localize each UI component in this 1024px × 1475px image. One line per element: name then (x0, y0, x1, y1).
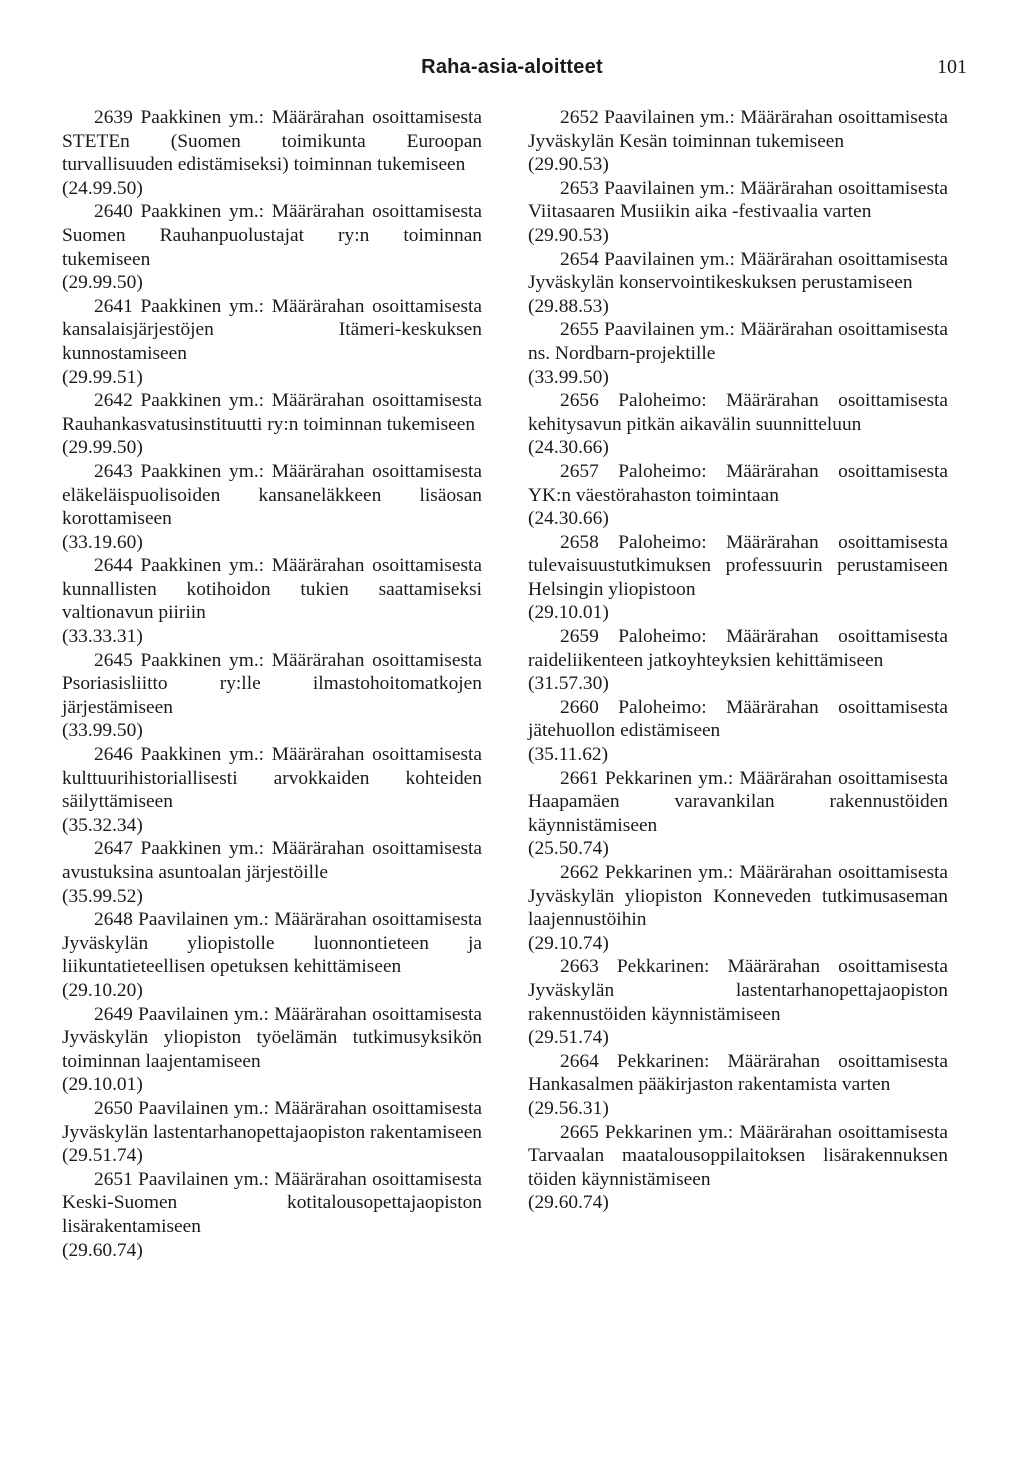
right-column (528, 106, 948, 1215)
list-item (62, 554, 482, 648)
entry-text: 2665 Pekkarinen ym.: Määrärahan osoittamisesta Tarvaalan maatalousoppilaitoksen lisärakennuksen töiden käynnistämiseen (528, 1121, 948, 1190)
list-item (528, 531, 948, 625)
entry-code: (29.99.50) (62, 272, 143, 294)
list-item (528, 767, 948, 861)
list-item (62, 1168, 482, 1262)
entry-text: 2654 Paavilainen ym.: Määrärahan osoittamisesta Jyväskylän konservointikeskuksen perustamiseen (528, 248, 948, 294)
list-item (62, 1003, 482, 1097)
list-item (62, 1097, 482, 1168)
entry-code: (25.50.74) (528, 838, 609, 860)
entry-code: (29.99.50) (62, 437, 143, 459)
entry-text: 2661 Pekkarinen ym.: Määrärahan osoittamisesta Haapamäen varavankilan rakennustöiden käynnistämiseen (528, 767, 948, 836)
list-item (62, 908, 482, 1002)
entry-code: (29.90.53) (528, 154, 609, 176)
list-item (528, 389, 948, 460)
entry-code: (35.32.34) (62, 814, 143, 836)
list-item (528, 460, 948, 531)
entry-code: (29.60.74) (528, 1192, 609, 1214)
entry-text: 2659 Paloheimo: Määrärahan osoittamisesta raideliikenteen jatkoyhteyksien kehittämiseen (528, 626, 948, 671)
page-header (0, 56, 1024, 86)
entry-text: 2642 Paakkinen ym.: Määrärahan osoittamisesta Rauhankasvatusinstituutti ry:n toiminnan tukemiseen (62, 390, 482, 435)
entry-code: (24.99.50) (62, 177, 143, 199)
page-number: 101 (937, 56, 967, 78)
list-item (528, 106, 948, 177)
entry-text: 2640 Paakkinen ym.: Määrärahan osoittamisesta Suomen Rauhanpuolustajat ry:n toiminnan tukemiseen (62, 201, 482, 270)
list-item (62, 295, 482, 389)
entry-text: 2650 Paavilainen ym.: Määrärahan osoittamisesta Jyväskylän lastentarhanopettajaopiston rakentamiseen (62, 1097, 482, 1143)
list-item (62, 389, 482, 460)
entry-text: 2655 Paavilainen ym.: Määrärahan osoittamisesta ns. Nordbarn-projektille (528, 319, 948, 364)
list-item (528, 696, 948, 767)
entry-code: (29.90.53) (528, 224, 609, 246)
entry-code: (33.99.50) (528, 366, 609, 388)
entry-code: (35.99.52) (62, 885, 143, 907)
list-item (62, 837, 482, 908)
entry-text: 2644 Paakkinen ym.: Määrärahan osoittamisesta kunnallisten kotihoidon tukien saattamiseksi valtionavun piiriin (62, 555, 482, 624)
entry-code: (24.30.66) (528, 508, 609, 530)
list-item (528, 625, 948, 696)
entry-text: 2648 Paavilainen ym.: Määrärahan osoittamisesta Jyväskylän yliopistolle luonnontieteen ja liikuntatieteellisen opetuksen kehittämiseen (62, 909, 482, 978)
list-item (62, 460, 482, 554)
entry-text: 2645 Paakkinen ym.: Määrärahan osoittamisesta Psoriasisliitto ry:lle ilmastohoitomatkojen järjestämiseen (62, 649, 482, 718)
entry-text: 2662 Pekkarinen ym.: Määrärahan osoittamisesta Jyväskylän yliopiston Konneveden tutkimusaseman laajennustöihin (528, 862, 948, 931)
entry-code: (29.51.74) (528, 1027, 609, 1049)
entry-code: (29.10.01) (62, 1074, 143, 1096)
list-item (528, 1121, 948, 1215)
entry-code: (24.30.66) (528, 437, 609, 459)
entry-text: 2653 Paavilainen ym.: Määrärahan osoittamisesta Viitasaaren Musiikin aika -festivaalia varten (528, 177, 948, 223)
entry-text: 2649 Paavilainen ym.: Määrärahan osoittamisesta Jyväskylän yliopiston työelämän tutkimusyksikön toiminnan laajentamiseen (62, 1003, 482, 1072)
entry-code: (33.33.31) (62, 626, 143, 648)
list-item (528, 248, 948, 319)
entry-text: 2664 Pekkarinen: Määrärahan osoittamisesta Hankasalmen pääkirjaston rakentamista varten (528, 1050, 948, 1096)
entry-text: 2660 Paloheimo: Määrärahan osoittamisesta jätehuollon edistämiseen (528, 696, 948, 742)
list-item (528, 177, 948, 248)
entry-code: (35.11.62) (528, 744, 609, 766)
entry-code: (29.99.51) (62, 366, 143, 388)
list-item (62, 106, 482, 200)
entry-text: 2639 Paakkinen ym.: Määrärahan osoittamisesta STETEn (Suomen toimikunta Euroopan turvallisuuden edistämiseksi) toiminnan tukemiseen (62, 107, 482, 176)
entry-text: 2652 Paavilainen ym.: Määrärahan osoittamisesta Jyväskylän Kesän toiminnan tukemiseen (528, 107, 948, 152)
entry-code: (29.56.31) (528, 1097, 609, 1119)
list-item (62, 200, 482, 294)
list-item (62, 743, 482, 837)
entry-code: (29.51.74) (62, 1145, 143, 1167)
entry-text: 2656 Paloheimo: Määrärahan osoittamisesta kehitysavun pitkän aikavälin suunnitteluun (528, 390, 948, 435)
entry-text: 2647 Paakkinen ym.: Määrärahan osoittamisesta avustuksina asuntoalan järjestöille (62, 838, 482, 883)
list-item (528, 861, 948, 955)
entry-code: (29.60.74) (62, 1239, 143, 1261)
entry-text: 2657 Paloheimo: Määrärahan osoittamisesta YK:n väestörahaston toimintaan (528, 460, 948, 506)
entry-code: (31.57.30) (528, 673, 609, 695)
list-item (528, 1050, 948, 1121)
entry-code: (29.10.74) (528, 932, 609, 954)
entry-text: 2663 Pekkarinen: Määrärahan osoittamisesta Jyväskylän lastentarhanopettajaopiston rakennustöiden käynnistämiseen (528, 956, 948, 1025)
entry-text: 2646 Paakkinen ym.: Määrärahan osoittamisesta kulttuurihistoriallisesti arvokkaiden kohteiden säilyttämiseen (62, 744, 482, 813)
entry-code: (29.10.20) (62, 979, 143, 1001)
entry-code: (33.19.60) (62, 531, 143, 553)
entry-text: 2641 Paakkinen ym.: Määrärahan osoittamisesta kansalaisjärjestöjen Itämeri-keskuksen kunnostamiseen (62, 295, 482, 364)
left-column (62, 106, 482, 1262)
list-item (528, 955, 948, 1049)
entry-text: 2658 Paloheimo: Määrärahan osoittamisesta tulevaisuustutkimuksen professuurin perustamiseen Helsingin yliopistoon (528, 531, 948, 600)
entry-code: (29.10.01) (528, 602, 609, 624)
list-item (528, 318, 948, 389)
entry-text: 2643 Paakkinen ym.: Määrärahan osoittamisesta eläkeläispuolisoiden kansaneläkkeen lisäosan korottamiseen (62, 460, 482, 530)
list-item (62, 649, 482, 743)
entry-code: (29.88.53) (528, 295, 609, 317)
entry-text: 2651 Paavilainen ym.: Määrärahan osoittamisesta Keski-Suomen kotitalousopettajaopiston lisärakentamiseen (62, 1168, 482, 1237)
entry-code: (33.99.50) (62, 720, 143, 742)
running-title: Raha-asia-aloitteet (421, 56, 603, 78)
